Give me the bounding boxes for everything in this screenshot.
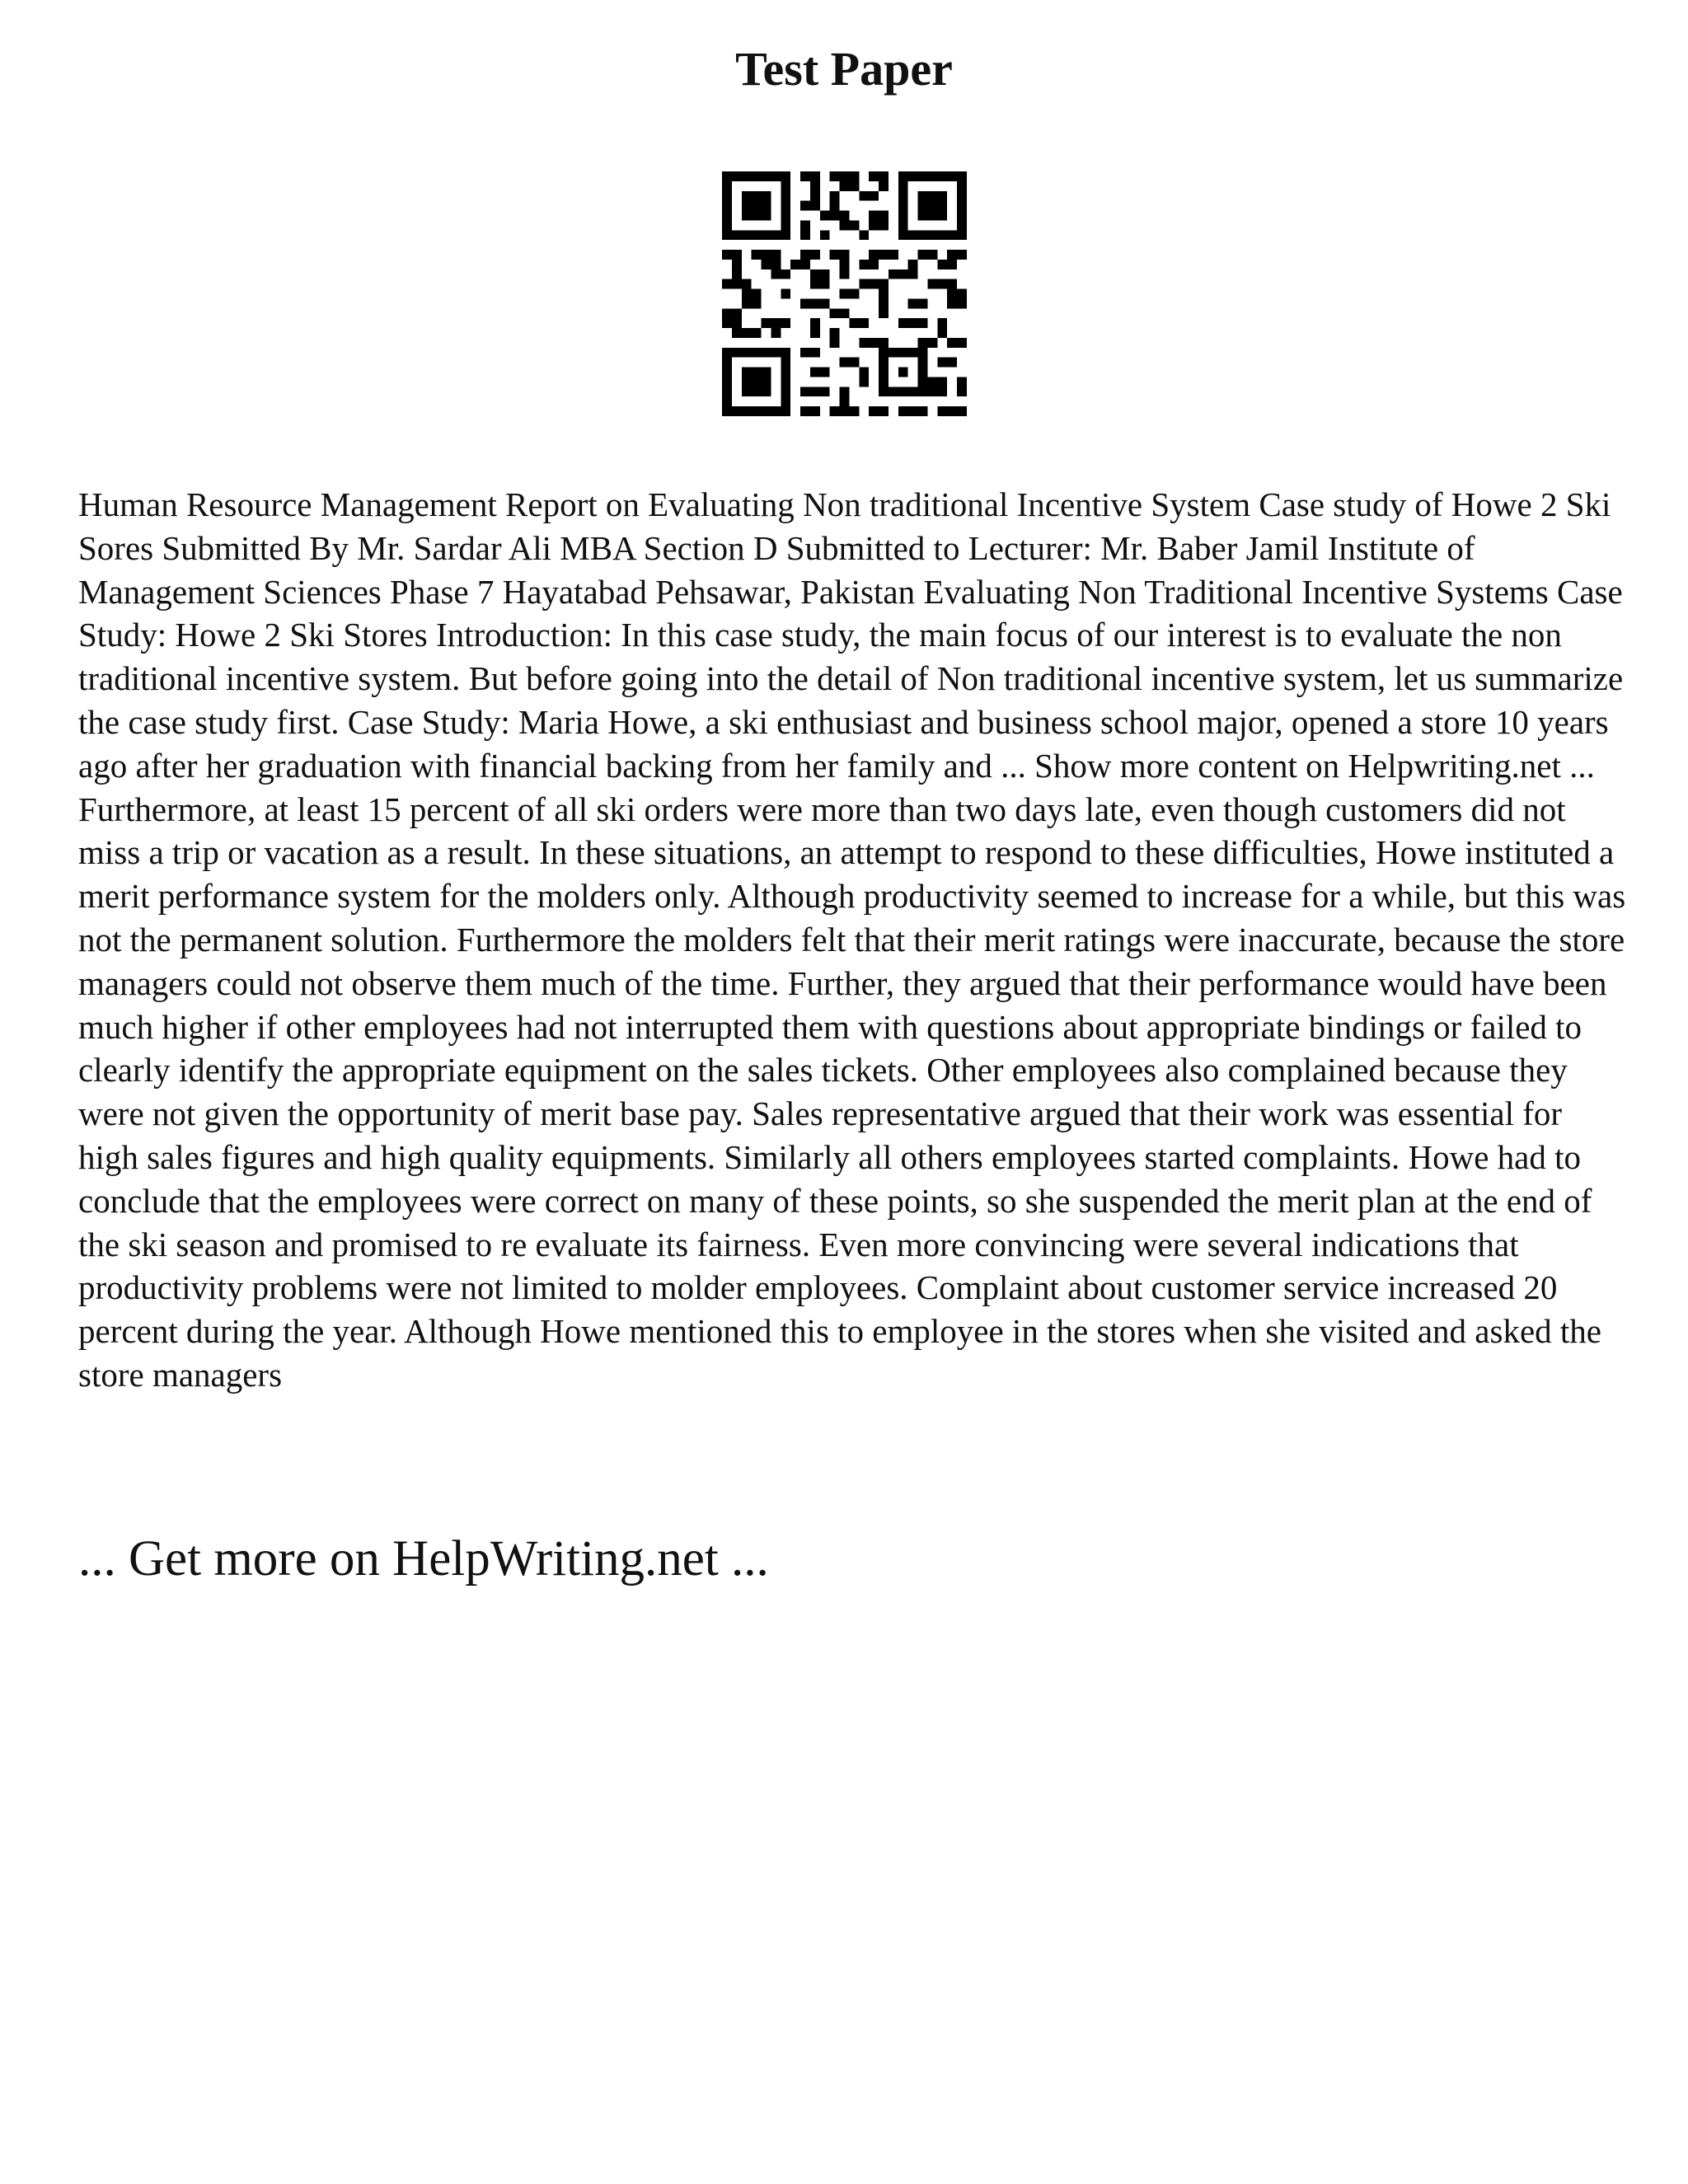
body-text: Human Resource Management Report on Evaluating Non traditional Incentive System Case study of Howe 2 Ski Sores Submitted By Mr. Sardar Ali MBA Section D Submitted to Lecturer: Mr. Baber Jamil Institute of Management Sciences Phase 7 Hayatabad Pehsawar, Pakistan Evaluating Non Traditional Incentive Systems Case Study: Howe 2 Ski Stores Introduction: In this case study, the main focus of our interest is to evaluate the non traditional incentive system. But before going into the detail of Non traditional incentive system, let us summarize the case study first. Case Study: Maria Howe, a ski enthusiast and business school major, opened a store 10 years ago after her graduation with financial backing from her family and ... Show more content on Helpwriting.net ... Furthermore, at least 15 percent of all ski orders were more than two days late, even though customers did not miss a trip or vacation as a result. In these situations, an attempt to respond to these difficulties, Howe instituted a merit performance system for the molders only. Although productivity seemed to increase for a while, but this was not the permanent solution. Furthermore the molders felt that their merit ratings were inaccurate, because the store managers could not observe them much of the time. Further, they argued that their performance would have been much higher if other employees had not interrupted them with questions about appropriate bindings or failed to clearly identify the appropriate equipment on the sales tickets. Other employees also complained because they were not given the opportunity of merit base pay. Sales representative argued that their work was essential for high sales figures and high quality equipments. Similarly all others employees started complaints. Howe had to conclude that the employees were correct on many of these points, so she suspended the merit plan at the end of the ski season and promised to re evaluate its fairness. Even more convincing were several indications that productivity problems were not limited to molder employees. Complaint about customer service increased 20 percent during the year. Although Howe mentioned this to employee in the stores when she visited and asked the store managers bbox=[78, 485, 1626, 1394]
qr-code-icon bbox=[722, 171, 967, 416]
page-title: Test Paper bbox=[735, 42, 953, 96]
get-more-link[interactable]: ... Get more on HelpWriting.net ... bbox=[78, 1531, 769, 1586]
